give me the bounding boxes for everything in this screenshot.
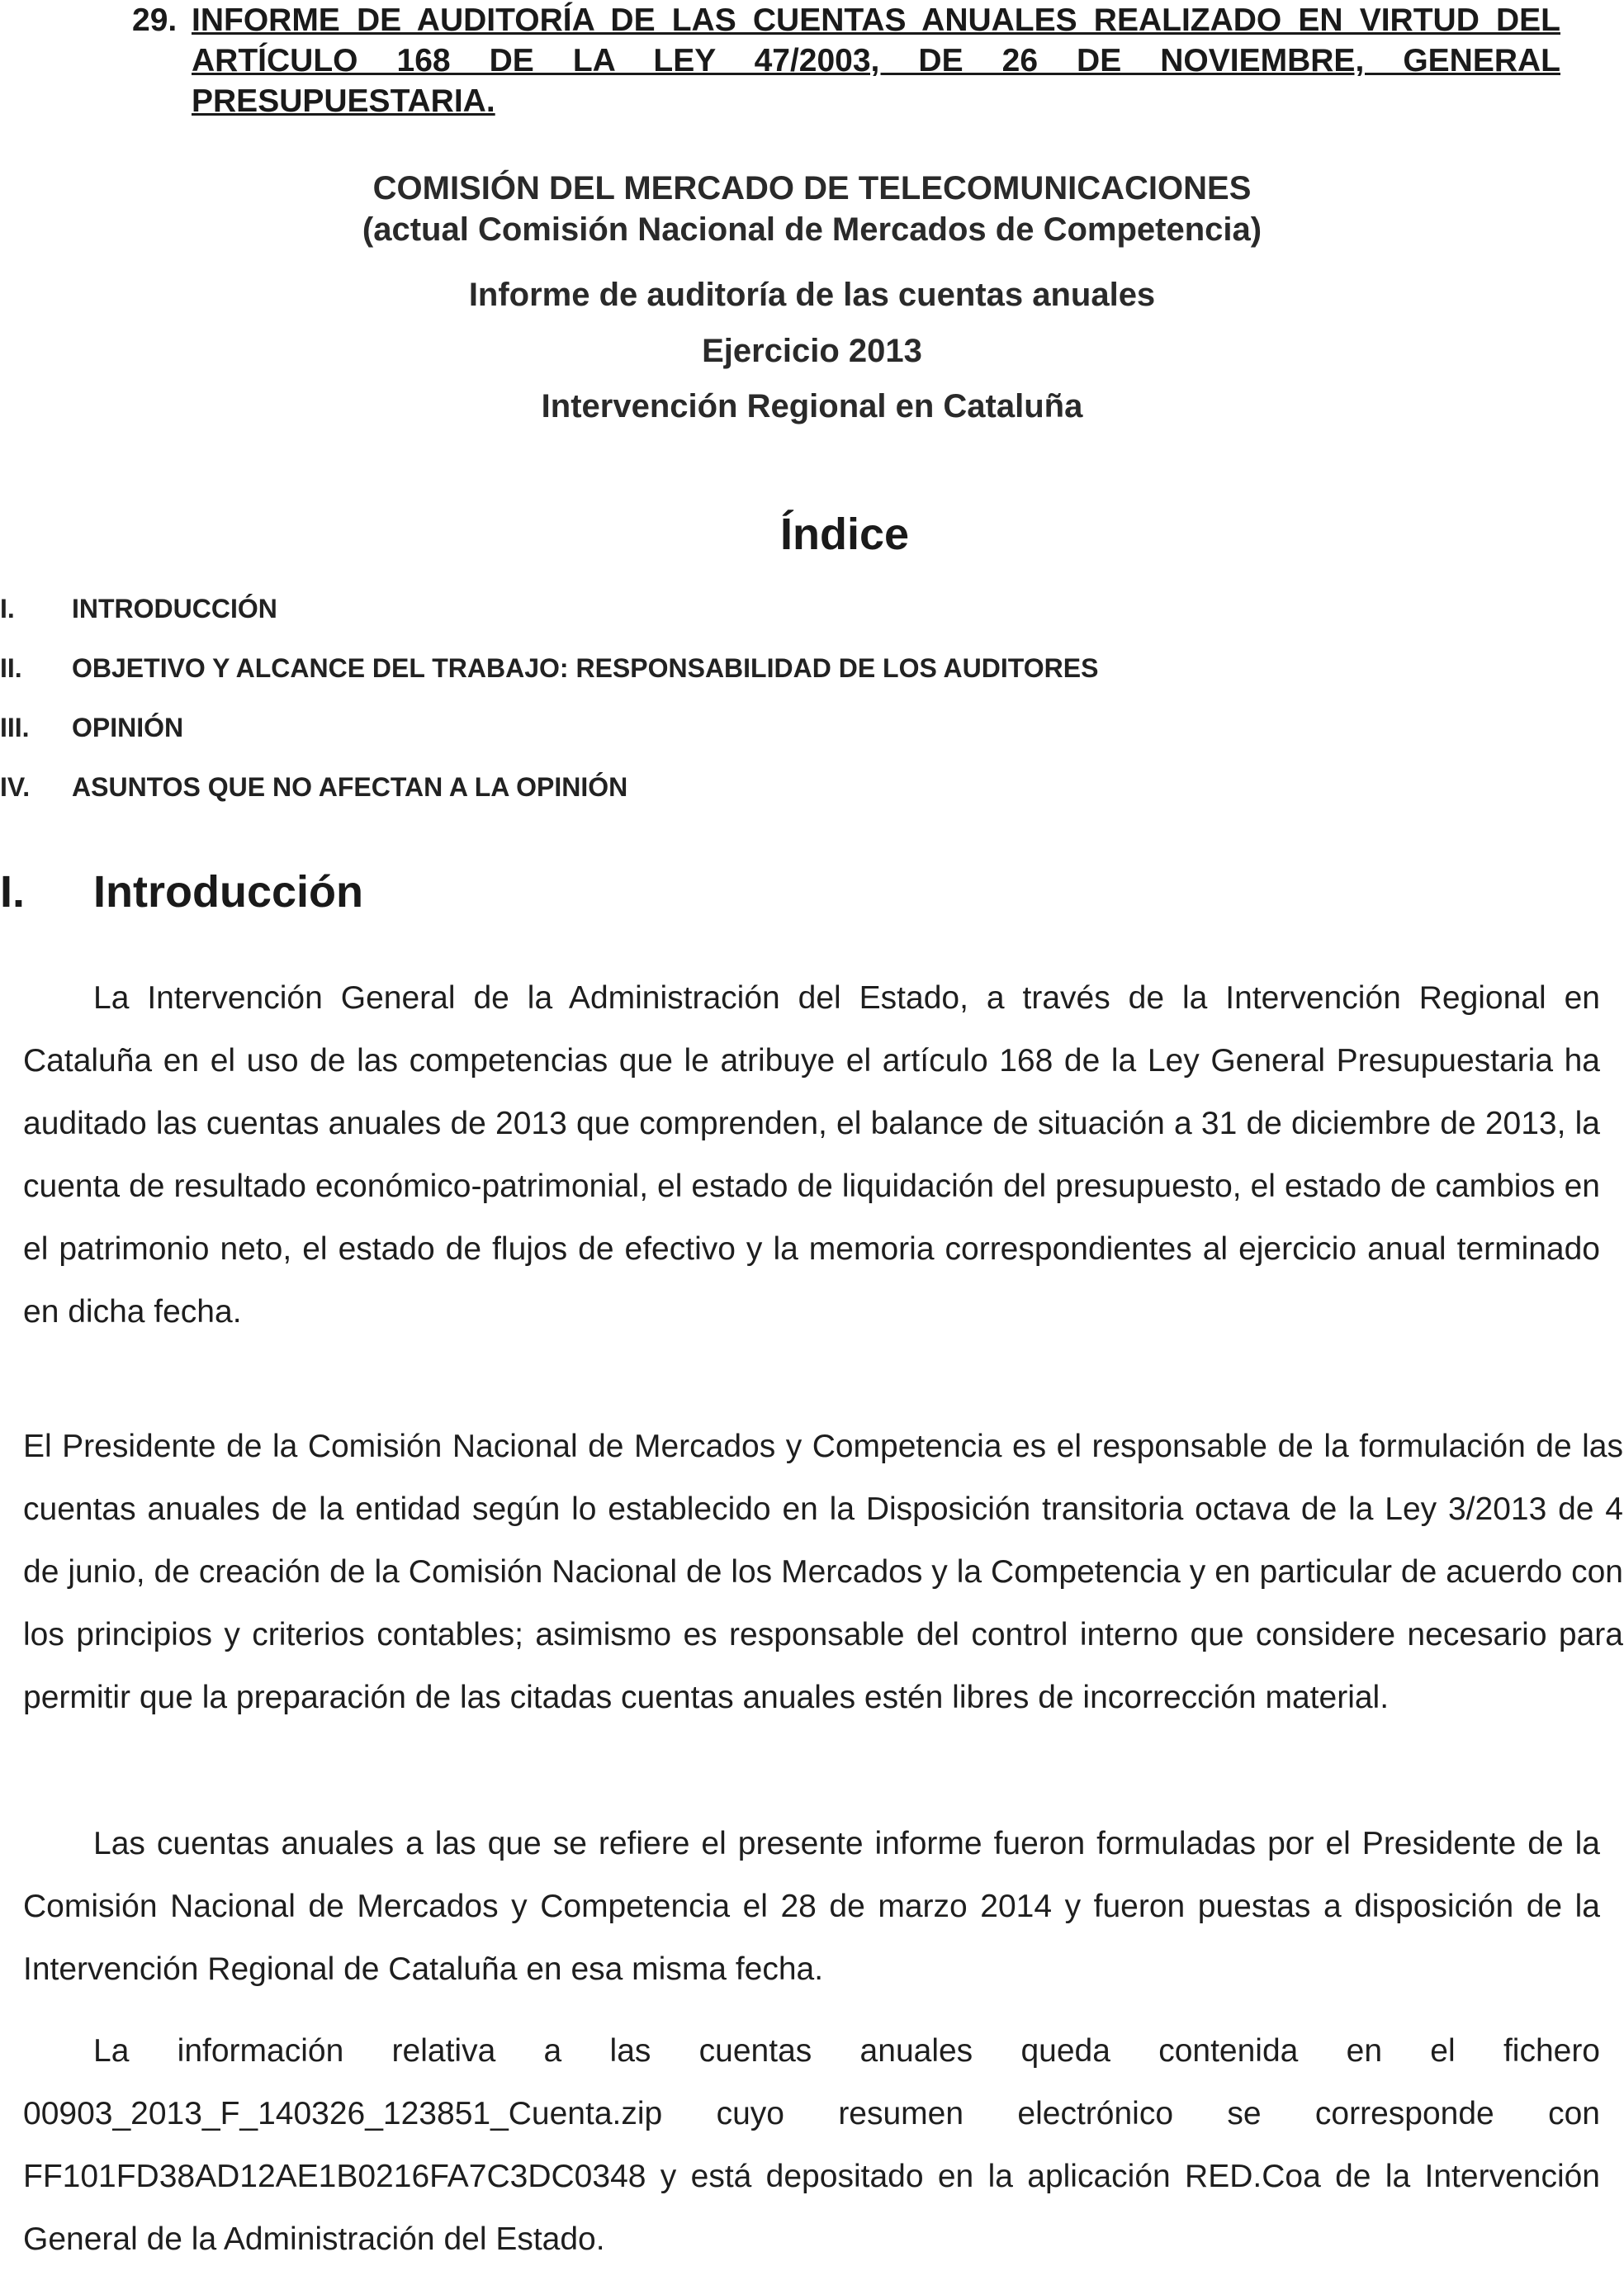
toc-item-number: II. [0, 653, 22, 683]
toc-item-label: INTRODUCCIÓN [72, 594, 277, 623]
section-number: I. [0, 867, 26, 917]
paragraph: La Intervención General de la Administración del Estado, a través de la Intervención Regional en Cataluña en el uso de las competencias que le atribuye el artículo 168 de la Ley General Presupuestaria ha auditado las cuentas anuales de 2013 que comprenden, el balance de situación a 31 de diciembre de 2013, la cuenta de resultado económico-patrimonial, el estado de liquidación del presupuesto, el estado de cambios en el patrimonio neto, el estado de flujos de efectivo y la memoria correspondientes al ejercicio anual terminado en dicha fecha. [23, 980, 1600, 1330]
heading-text: INFORME DE AUDITORÍA DE LAS CUENTAS ANUALES REALIZADO EN VIRTUD DEL ARTÍCULO 168 DE LA LEY 47/2003, DE 26 DE NOVIEMBRE, GENERAL PRESUPUESTARIA. [192, 2, 1560, 119]
index-title: Índice [780, 510, 910, 559]
section-title: Introducción [93, 867, 363, 917]
entity-current-name: (actual Comisión Nacional de Mercados de Competencia) [362, 211, 1262, 248]
paragraph: El Presidente de la Comisión Nacional de Mercados y Competencia es el responsable de la formulación de las cuentas anuales de la entidad según lo establecido en la Disposición transitoria octava de la Ley 3/2013 de 4 de junio, de creación de la Comisión Nacional de los Mercados y la Competencia y en particular de acuerdo con los principios y criterios contables; asimismo es responsable del control interno que considere necesario para permitir que la preparación de las citadas cuentas anuales estén libres de incorrección material. [23, 1429, 1623, 1715]
toc-item-number: I. [0, 594, 15, 623]
paragraph: La información relativa a las cuentas anuales queda contenida en el fichero 00903_2013_F_140326_123851_Cuenta.zip cuyo resumen electrónico se corresponde con FF101FD38AD12AE1B0216FA7C3DC0348 y está depositado en la aplicación RED.Coa de la Intervención General de la Administración del Estado. [23, 2033, 1600, 2257]
toc-item-number: III. [0, 713, 30, 742]
paragraph: Las cuentas anuales a las que se refiere el presente informe fueron formuladas por el Presidente de la Comisión Nacional de Mercados y Competencia el 28 de marzo 2014 y fueron puestas a disposición de la Intervención Regional de Cataluña en esa misma fecha. [23, 1826, 1600, 1987]
report-title: Informe de auditoría de las cuentas anuales [468, 277, 1156, 313]
toc-item-number: IV. [0, 772, 31, 802]
entity-block [0, 168, 1624, 250]
toc-item-label: ASUNTOS QUE NO AFECTAN A LA OPINIÓN [72, 772, 628, 802]
heading-number: 29. [132, 2, 178, 38]
report-office: Intervención Regional en Cataluña [541, 388, 1083, 424]
entity-name: COMISIÓN DEL MERCADO DE TELECOMUNICACIONES [372, 170, 1252, 206]
toc-item-label: OPINIÓN [72, 713, 184, 742]
toc-item-label: OBJETIVO Y ALCANCE DEL TRABAJO: RESPONSABILIDAD DE LOS AUDITORES [72, 653, 1099, 683]
section-heading [0, 863, 826, 921]
report-year: Ejercicio 2013 [702, 333, 922, 369]
